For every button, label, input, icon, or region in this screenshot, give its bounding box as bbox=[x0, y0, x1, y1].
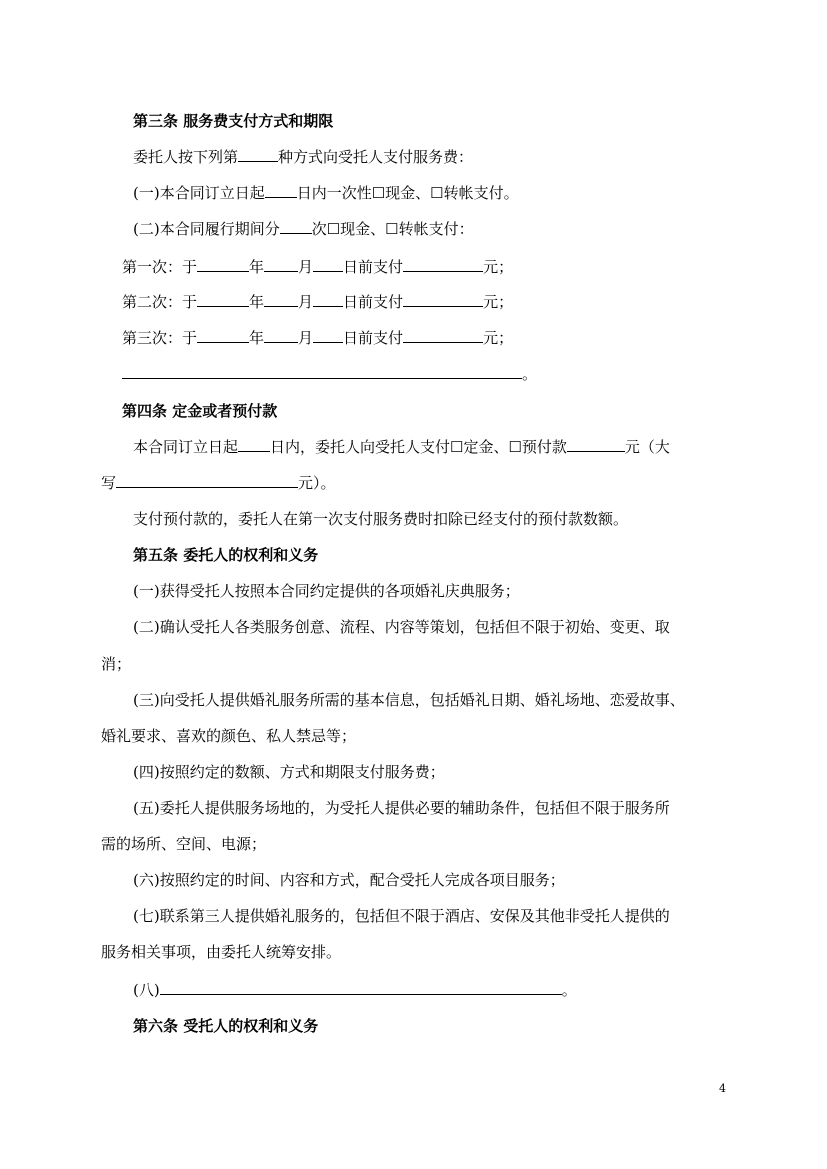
article3-option1 bbox=[133, 183, 519, 203]
blank-field[interactable] bbox=[313, 257, 343, 272]
article4-line3: 支付预付款的，委托人在第一次支付服务费时扣除已经支付的预付款数额。 bbox=[133, 510, 629, 528]
text: (一)本合同订立日起 bbox=[133, 184, 265, 202]
text: 委托人按下列第 bbox=[133, 148, 239, 166]
article5-item: (三)向受托人提供婚礼服务所需的基本信息，包括婚礼日期、婚礼场地、恋爱故事、 bbox=[133, 691, 685, 709]
blank-field[interactable] bbox=[238, 147, 278, 162]
text: 年 bbox=[249, 329, 265, 347]
installment-row bbox=[122, 328, 513, 348]
article4-line1 bbox=[133, 437, 670, 457]
article3-blank-line bbox=[122, 364, 537, 384]
article4-heading: 第四条 定金或者预付款 bbox=[122, 402, 278, 420]
blank-field[interactable] bbox=[197, 292, 249, 307]
article5-item-continued: 消； bbox=[101, 655, 132, 673]
text: 第三次：于 bbox=[122, 329, 198, 347]
text: 第一次：于 bbox=[122, 258, 198, 276]
article5-heading: 第五条 委托人的权利和义务 bbox=[133, 546, 319, 564]
article5-item-continued: 服务相关事项，由委托人统筹安排。 bbox=[101, 943, 342, 961]
blank-field[interactable] bbox=[264, 292, 298, 307]
text: 次☐现金、☐转帐支付： bbox=[311, 220, 474, 238]
text: 本合同订立日起 bbox=[133, 438, 239, 456]
text: 日前支付 bbox=[343, 329, 404, 347]
article4-line2 bbox=[101, 473, 336, 493]
article5-item: (六)按照约定的时间、内容和方式，配合受托人完成各项目服务； bbox=[133, 871, 565, 889]
blank-field[interactable] bbox=[197, 257, 249, 272]
text: 种方式向受托人支付服务费： bbox=[278, 148, 474, 166]
article5-item: (五)委托人提供服务场地的，为受托人提供必要的辅助条件，包括但不限于服务所 bbox=[133, 799, 670, 817]
blank-field[interactable] bbox=[264, 328, 298, 343]
blank-field[interactable] bbox=[116, 473, 298, 488]
text: 年 bbox=[249, 293, 265, 311]
text: 日前支付 bbox=[343, 258, 404, 276]
text: 日内一次性☐现金、☐转帐支付。 bbox=[296, 184, 519, 202]
text: 月 bbox=[298, 293, 314, 311]
blank-field[interactable] bbox=[197, 328, 249, 343]
blank-field[interactable] bbox=[567, 437, 625, 452]
blank-field[interactable] bbox=[403, 292, 483, 307]
article5-item: (四)按照约定的数额、方式和期限支付服务费； bbox=[133, 763, 445, 781]
blank-field[interactable] bbox=[403, 257, 483, 272]
article5-item: (七)联系第三人提供婚礼服务的，包括但不限于酒店、安保及其他非受托人提供的 bbox=[133, 907, 670, 925]
text: (二)本合同履行期间分 bbox=[133, 220, 280, 238]
text: 写 bbox=[101, 474, 117, 492]
text: 元； bbox=[483, 293, 514, 311]
blank-field[interactable] bbox=[403, 328, 483, 343]
text: 第二次：于 bbox=[122, 293, 198, 311]
blank-field[interactable] bbox=[122, 364, 522, 379]
article3-option2 bbox=[133, 219, 474, 239]
text: 日内，委托人向受托人支付☐定金、☐预付款 bbox=[270, 438, 567, 456]
blank-field[interactable] bbox=[313, 292, 343, 307]
article5-item8 bbox=[133, 980, 577, 1000]
article3-heading: 第三条 服务费支付方式和期限 bbox=[133, 112, 334, 130]
blank-field[interactable] bbox=[265, 183, 297, 198]
text: 日前支付 bbox=[343, 293, 404, 311]
text: 元（大 bbox=[624, 438, 670, 456]
installment-row bbox=[122, 257, 513, 277]
article5-item: (一)获得受托人按照本合同约定提供的各项婚礼庆典服务； bbox=[133, 582, 520, 600]
text: (八) bbox=[133, 981, 160, 999]
text: 元； bbox=[483, 258, 514, 276]
text: 月 bbox=[298, 258, 314, 276]
article5-item: (二)确认受托人各类服务创意、流程、内容等策划，包括但不限于初始、变更、取 bbox=[133, 618, 670, 636]
article3-line1 bbox=[133, 147, 473, 167]
page-number: 4 bbox=[719, 1082, 726, 1095]
blank-field[interactable] bbox=[313, 328, 343, 343]
text: 元； bbox=[483, 329, 514, 347]
article5-item-continued: 婚礼要求、喜欢的颜色、私人禁忌等； bbox=[101, 727, 357, 745]
blank-field[interactable] bbox=[264, 257, 298, 272]
article5-item-continued: 需的场所、空间、电源； bbox=[101, 835, 267, 853]
text: 。 bbox=[561, 981, 577, 999]
text: 元）。 bbox=[298, 474, 336, 492]
blank-field[interactable] bbox=[238, 437, 270, 452]
blank-field[interactable] bbox=[280, 219, 312, 234]
text: 月 bbox=[298, 329, 314, 347]
installment-row bbox=[122, 292, 513, 312]
article6-heading: 第六条 受托人的权利和义务 bbox=[133, 1017, 319, 1035]
text: 。 bbox=[522, 365, 538, 383]
blank-field[interactable] bbox=[160, 980, 562, 995]
text: 年 bbox=[249, 258, 265, 276]
